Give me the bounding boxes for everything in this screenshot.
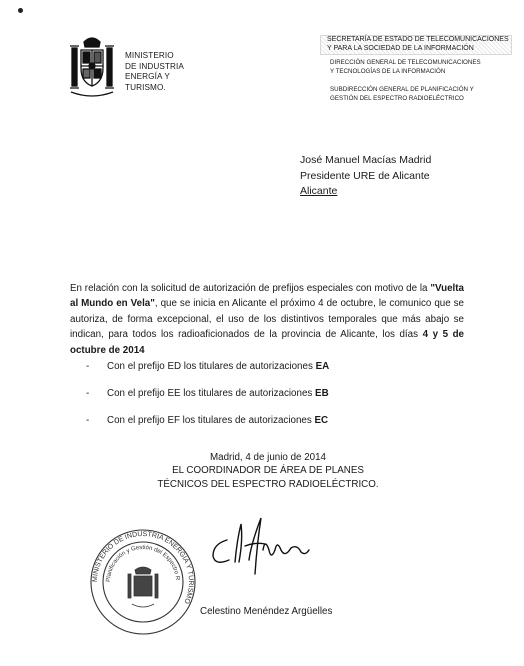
stamp-ring-text: MINISTERIO DE INDUSTRIA ENERGÍA Y TURISMO xyxy=(91,530,195,605)
ministry-line: MINISTERIO xyxy=(125,51,174,60)
secretariat-line: SECRETARÍA DE ESTADO DE TELECOMUNICACIONES xyxy=(327,36,509,43)
secretariat-line: Y PARA LA SOCIEDAD DE LA INFORMACIÓN xyxy=(327,45,474,52)
license-class: EC xyxy=(314,415,329,426)
body-text-part: , que se inicia en Alicante el próximo 4 de octubre, le comunico que se autoriza, de forma excepcional, el uso de los distintivos temporales que más abajo se indican, para todos los radioaficionados de la provincia de Alicante, los días xyxy=(70,298,464,341)
subdirectorate-line: SUBDIRECCIÓN GENERAL DE PLANIFICACIÓN Y xyxy=(330,86,474,93)
list-dash: - xyxy=(86,415,90,426)
directorate-line: DIRECCIÓN GENERAL DE TELECOMUNICACIONES xyxy=(330,59,481,66)
list-item xyxy=(86,413,328,428)
secretariat-name xyxy=(327,35,509,53)
subdirectorate-name xyxy=(330,86,474,103)
list-item xyxy=(86,386,329,401)
signer-name: Celestino Menéndez Argüelles xyxy=(200,606,333,617)
license-class: EA xyxy=(315,361,330,372)
place-date: Madrid, 4 de junio de 2014 xyxy=(209,452,326,463)
body-text-part: En relación con la solicitud de autorización de prefijos especiales con motivo de la xyxy=(70,283,428,294)
signatory-title-line: EL COORDINADOR DE ÁREA DE PLANES xyxy=(172,465,364,477)
official-stamp xyxy=(88,522,198,642)
list-item-text: Con el prefijo ED los titulares de autorizaciones xyxy=(107,361,316,372)
ministry-line: DE INDUSTRIA xyxy=(125,61,184,71)
coat-of-arms-icon xyxy=(66,32,118,98)
ministry-line: ENERGÍA Y xyxy=(125,72,170,82)
list-item xyxy=(86,359,329,374)
subdirectorate-line: GESTIÓN DEL ESPECTRO RADIOELÉCTRICO xyxy=(330,94,464,102)
license-class: EB xyxy=(315,388,329,399)
recipient-block xyxy=(300,153,431,200)
event-name: "Vuelta al Mundo en Vela" xyxy=(70,283,464,310)
directorate-line: Y TECNOLOGÍAS DE LA INFORMACIÓN xyxy=(330,67,446,75)
ministry-name xyxy=(125,51,184,93)
list-dash: - xyxy=(86,361,90,372)
list-dash: - xyxy=(86,388,90,399)
handwritten-signature xyxy=(205,510,315,580)
recipient-city: Alicante xyxy=(300,185,338,197)
event-dates: 4 y 5 de octubre de 2014 xyxy=(70,329,465,356)
closing-block xyxy=(150,451,386,491)
recipient-role: Presidente URE de Alicante xyxy=(300,169,430,182)
scan-speck xyxy=(18,8,23,13)
directorate-name xyxy=(330,59,481,76)
recipient-name: José Manuel Macías Madrid xyxy=(300,154,432,166)
ministry-line: TURISMO. xyxy=(125,82,166,92)
signatory-title-line: TÉCNICOS DEL ESPECTRO RADIOELÉCTRICO. xyxy=(157,478,379,490)
body-paragraph xyxy=(70,281,464,358)
stamp-inner-text: Planificación y Gestión del Espectro R xyxy=(105,544,181,583)
list-item-text: Con el prefijo EE los titulares de autorizaciones xyxy=(107,388,316,399)
list-item-text: Con el prefijo EF los titulares de autorizaciones xyxy=(107,415,315,426)
